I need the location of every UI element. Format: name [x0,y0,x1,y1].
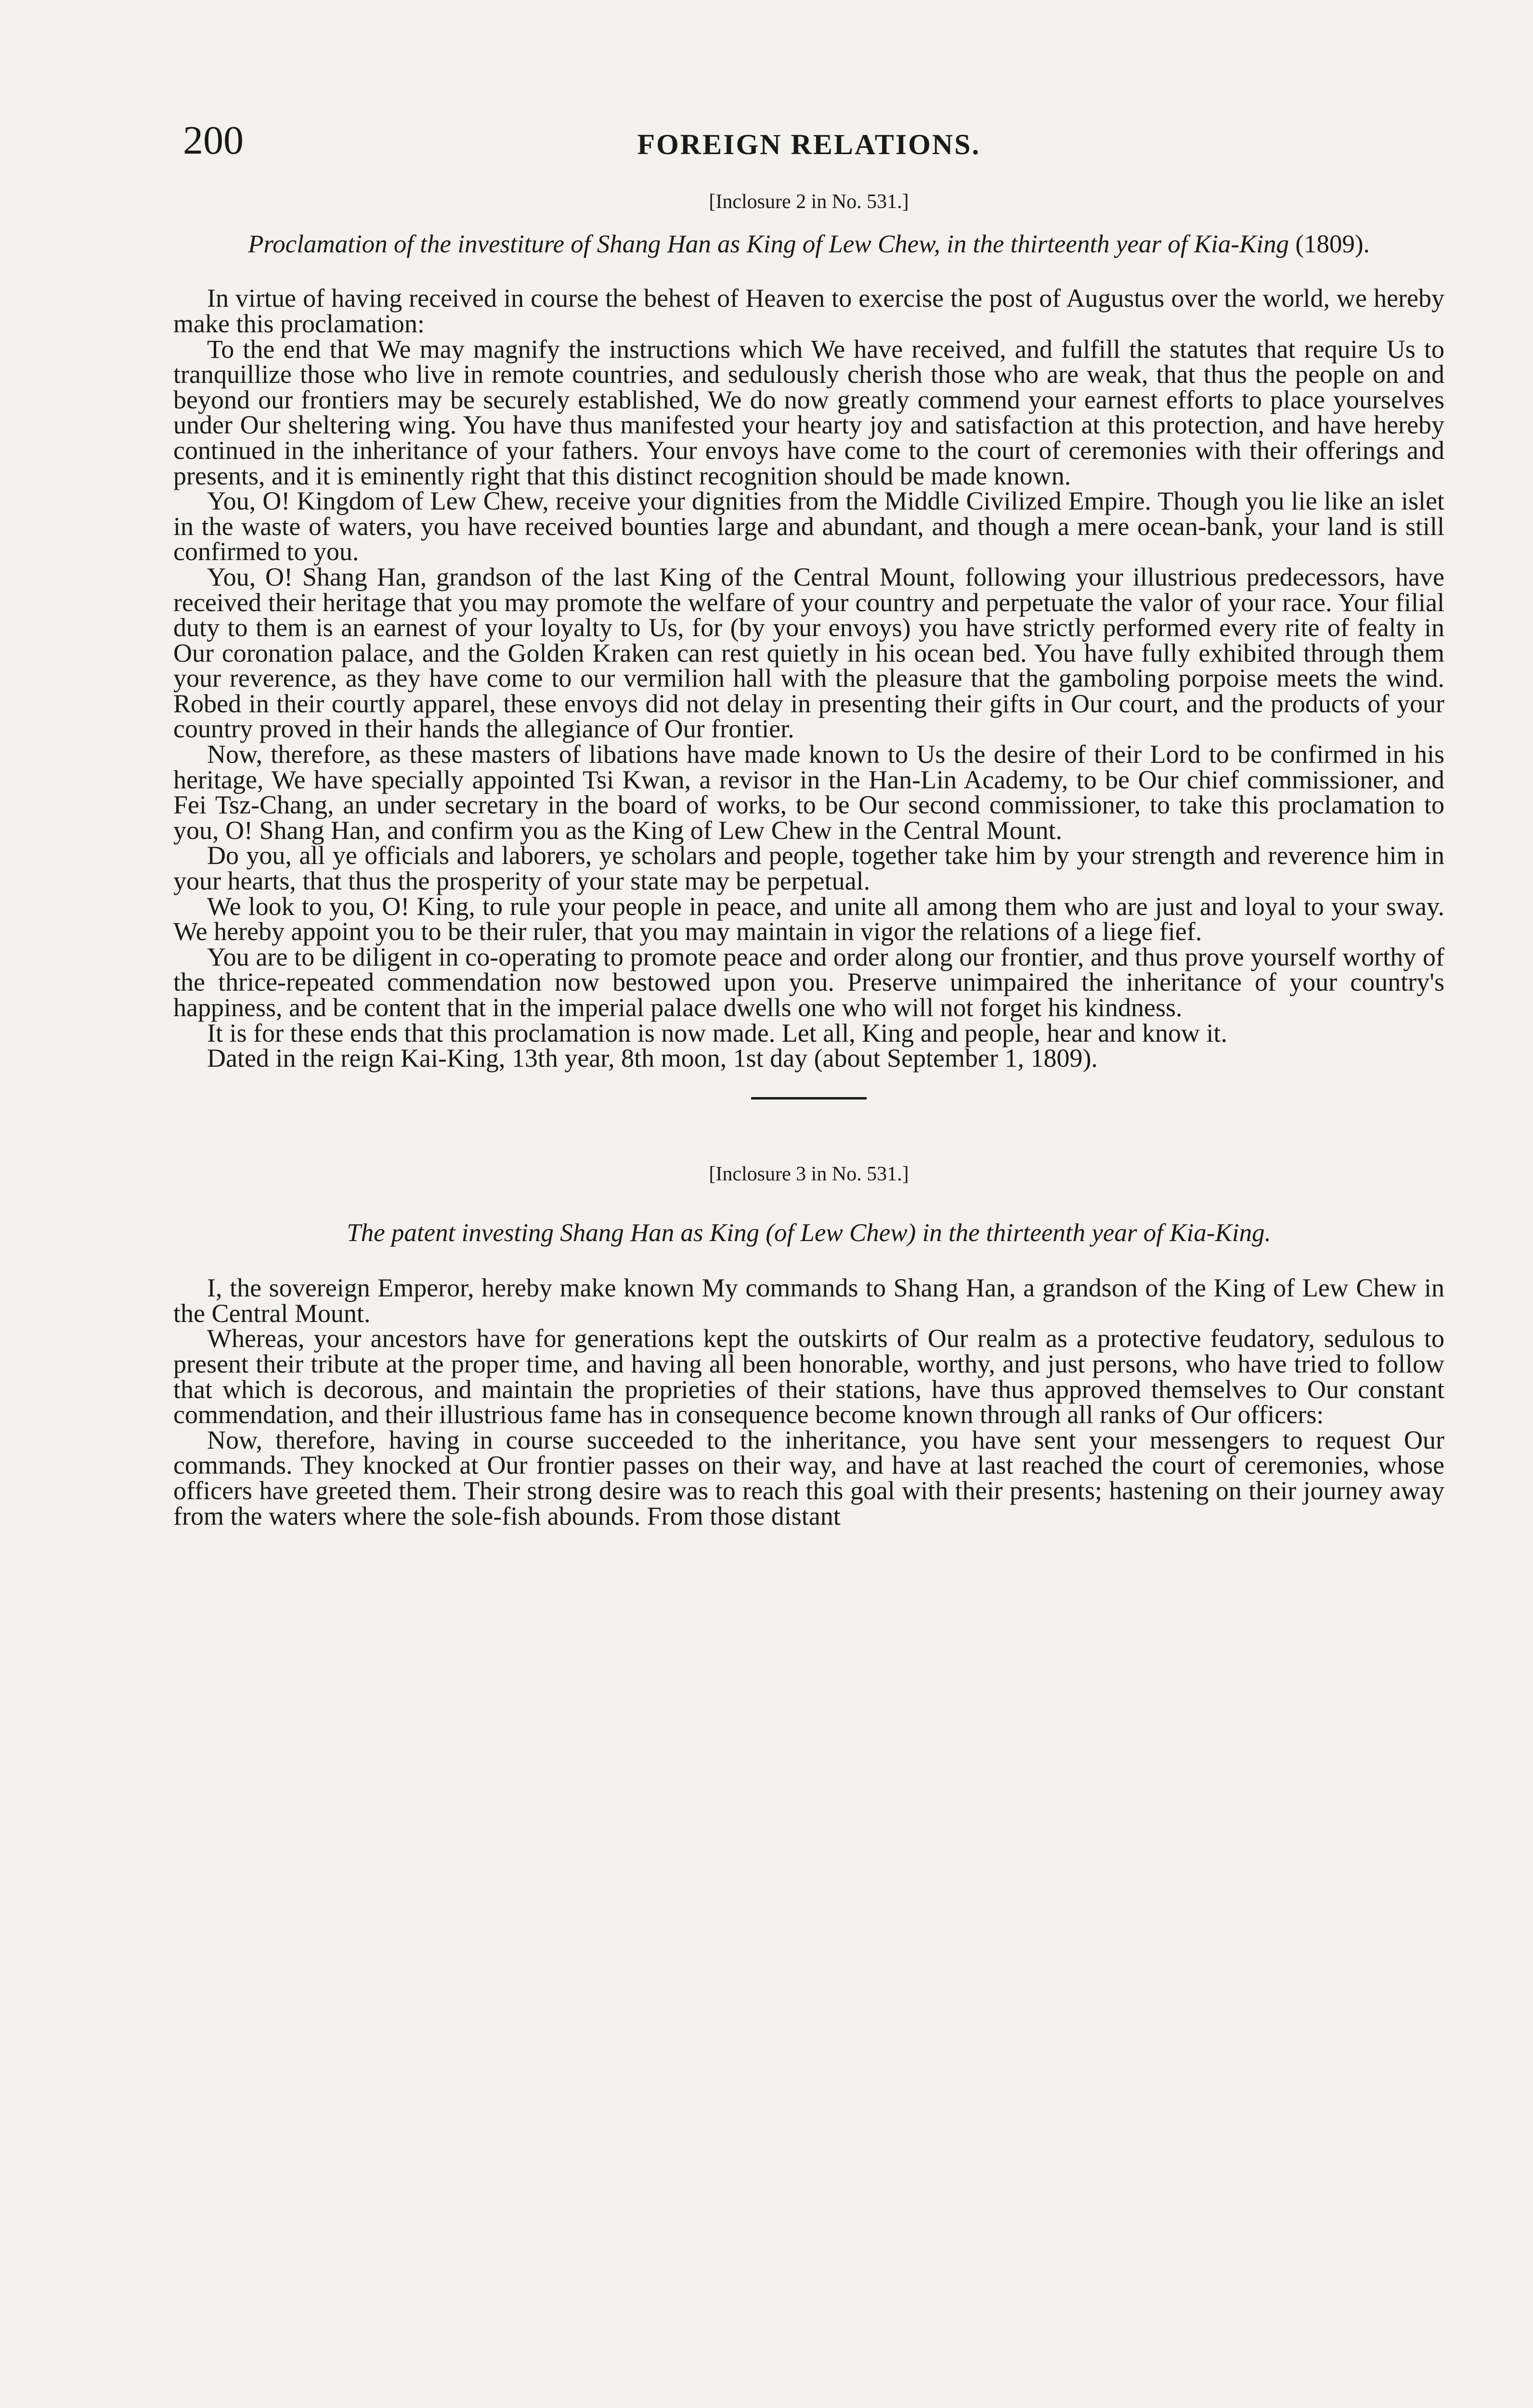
paragraph: In virtue of having received in course the behest of Heaven to exercise the post of Augustus over the world, we hereby make this proclamation: [173,284,1444,338]
paragraph: You, O! Kingdom of Lew Chew, receive your dignities from the Middle Civilized Empire. Though you lie like an islet in the waste of waters, you have received bounties large and abundant, and though a mere ocean-bank, your land is still confirmed to you. [173,486,1444,566]
paragraph: Whereas, your ancestors have for generations kept the outskirts of Our realm as a protective feudatory, sedulous to present their tribute at the proper time, and having all been honorable, worthy, and just persons, who have tried to follow that which is decorous, and maintain the proprieties of their stations, have thus approved themselves to Our constant commendation, and their illustrious fame has in consequence become known through all ranks of Our officers: [173,1324,1444,1429]
proclamation-caption-title: Proclamation of the investiture of Shang Han as King of Lew Chew, in the thirteenth year of Kia-King [248,230,1289,259]
paragraph: Do you, all ye officials and laborers, ye scholars and people, together take him by your strength and reverence him in your hearts, that thus the prosperity of your state may be perpetual. [173,841,1444,896]
page-number: 200 [183,118,244,163]
paragraph: It is for these ends that this proclamation is now made. Let all, King and people, hear and know it. [207,1018,1227,1047]
enclosure-2-heading: [Inclosure 2 in No. 531.] [709,191,909,213]
paragraph: Now, therefore, as these masters of libations have made known to Us the desire of their Lord to be confirmed in his heritage, We have specially appointed Tsi Kwan, a revisor in the Han-Lin Academy, to be Our chief commissioner, and Fei Tsz-Chang, an under secretary in the board of works, to be Our second commissioner, to take this proclamation to you, O! Shang Han, and confirm you as the King of Lew Chew in the Central Mount. [173,740,1444,845]
paragraph: You are to be diligent in co-operating to promote peace and order along our frontier, and thus prove yourself worthy of the thrice-repeated commendation now bestowed upon you. Preserve unimpaired the inheritance of your country's happiness, and be content that in the imperial palace dwells one who will not forget his kindness. [173,942,1444,1022]
paragraph: We look to you, O! King, to rule your people in peace, and unite all among them who are just and loyal to your sway. We hereby appoint you to be their ruler, that you may maintain in vigor the relations of a liege fief. [173,891,1444,946]
running-head [173,120,1444,178]
proclamation-caption-year: (1809). [1295,230,1370,259]
paragraph: I, the sovereign Emperor, hereby make known My commands to Shang Han, a grandson of the King of Lew Chew in the Central Mount. [173,1273,1444,1328]
paragraph: You, O! Shang Han, grandson of the last King of the Central Mount, following your illustrious predecessors, have received their heritage that you may promote the welfare of your country and perpetuate the valor of your race. Your filial duty to them is an earnest of your loyalty to Us, for (by your envoys) you have strictly performed every rite of fealty in Our coronation palace, and the Golden Kraken can rest quietly in his ocean bed. You have fully exhibited through them your reverence, as they have come to our vermilion hall with the pleasure that the gamboling porpoise meets the wind. Robed in their courtly apparel, these envoys did not delay in presenting their gifts in Our court, and the products of your country proved in their hands the allegiance of Our frontier. [173,562,1444,744]
paragraph: Now, therefore, having in course succeeded to the inheritance, you have sent your messengers to request Our commands. They knocked at Our frontier passes on their way, and have at last reached the court of ceremonies, whose officers have greeted them. Their strong desire was to reach this goal with their presents; hastening on their journey away from the waters where the sole-fish abounds. From those distant [173,1425,1444,1531]
enclosure-3-heading: [Inclosure 3 in No. 531.] [709,1163,909,1185]
paragraph: Dated in the reign Kai-King, 13th year, 8th moon, 1st day (about September 1, 1809). [207,1044,1098,1073]
section-divider [751,1097,867,1099]
proclamation-body [173,286,1444,1071]
running-title: FOREIGN RELATIONS. [637,129,981,160]
proclamation-caption [173,231,1444,258]
patent-body [173,1275,1444,1529]
paragraph: To the end that We may magnify the instructions which We have received, and fulfill the statutes that require Us to tranquillize those who live in remote countries, and sedulously cherish those who are weak, that thus the people on and beyond our frontiers may be securely established, We do now greatly commend your earnest efforts to place yourselves under Our sheltering wing. You have thus manifested your hearty joy and satisfaction at this protection, and have hereby continued in the inheritance of your fathers. Your envoys have come to the court of ceremonies with their offerings and presents, and it is eminently right that this distinct recognition should be made known. [173,334,1444,490]
document-page [173,120,1444,1529]
patent-caption: The patent investing Shang Han as King (of Lew Chew) in the thirteenth year of Kia-King. [347,1219,1271,1247]
